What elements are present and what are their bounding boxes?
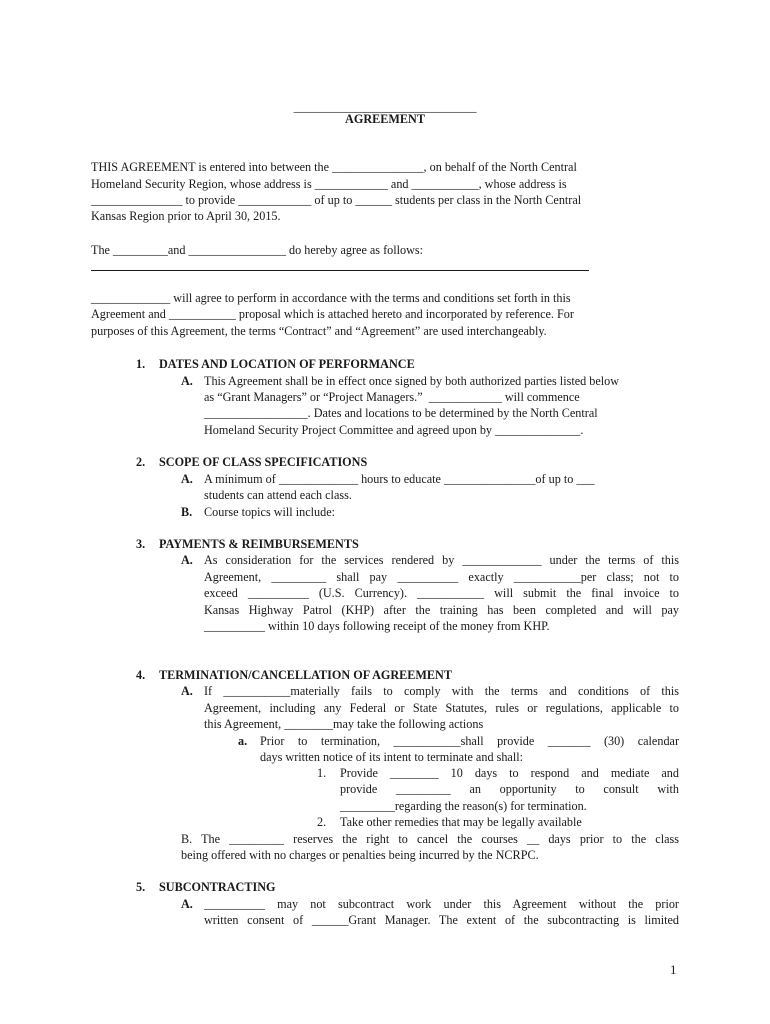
clause-b-line: being offered with no charges or penalties being incurred by the NCRPC. <box>181 848 539 862</box>
perform-line: _____________ will agree to perform in accordance with the terms and conditions set forth in this <box>91 291 571 305</box>
clause-label: A. <box>181 374 193 388</box>
item-line: Take other remedies that may be legally available <box>340 815 582 829</box>
clause-line: written consent of ______Grant Manager. The extent of the subcontracting is limited <box>204 913 679 927</box>
intro-line: Kansas Region prior to April 30, 2015. <box>91 209 281 223</box>
clause-line: exceed __________ (U.S. Currency). ___________ will submit the final invoice to <box>204 586 679 600</box>
subclause-line: days written notice of its intent to terminate and shall: <box>260 750 523 764</box>
clause-line: this Agreement, ________may take the following actions <box>204 717 484 731</box>
clause-line: as “Grant Managers” or “Project Managers.” ____________ will commence <box>204 390 580 404</box>
item-label: 1. <box>317 766 327 780</box>
section-number: 2. <box>136 455 146 469</box>
clause-label: A. <box>181 472 193 486</box>
clause-b-line: B. The _________ reserves the right to cancel the courses __ days prior to the class <box>181 832 679 846</box>
item-line: provide _________ an opportunity to consult with <box>340 782 679 796</box>
clause-label: A. <box>181 684 193 698</box>
item-line: _________regarding the reason(s) for termination. <box>340 799 587 813</box>
clause-line: Kansas Highway Patrol (KHP) after the training has been completed and will pay <box>204 603 679 617</box>
clause-line: Agreement, _________ shall pay __________ exactly ___________per class; not to <box>204 570 679 584</box>
subclause-line: Prior to termination, ___________shall provide _______ (30) calendar <box>260 734 679 748</box>
perform-line: purposes of this Agreement, the terms “Contract” and “Agreement” are used interchangeably. <box>91 324 547 338</box>
clause-line: __________ within 10 days following receipt of the money from KHP. <box>204 619 550 633</box>
intro-line: Homeland Security Region, whose address is ____________ and ___________, whose address is <box>91 177 567 191</box>
section-heading: TERMINATION/CANCELLATION OF AGREEMENT <box>159 668 452 682</box>
section-number: 1. <box>136 357 146 371</box>
subclause-label: a. <box>238 734 248 748</box>
section-number: 5. <box>136 880 146 894</box>
intro-line: _______________ to provide ____________ of up to ______ students per class in the North Central <box>91 193 582 207</box>
section-number: 4. <box>136 668 146 682</box>
clause-line: _________________. Dates and locations to be determined by the North Central <box>204 406 598 420</box>
clause-line: Homeland Security Project Committee and agreed upon by ______________. <box>204 423 584 437</box>
perform-line: Agreement and ___________ proposal which is attached hereto and incorporated by reference. For <box>91 307 574 321</box>
item-label: 2. <box>317 815 327 829</box>
section-heading: SCOPE OF CLASS SPECIFICATIONS <box>159 455 368 469</box>
section-heading: DATES AND LOCATION OF PERFORMANCE <box>159 357 415 371</box>
clause-line: This Agreement shall be in effect once signed by both authorized parties listed below <box>204 374 620 388</box>
clause-line: students can attend each class. <box>204 488 352 502</box>
clause-line: __________ may not subcontract work under this Agreement without the prior <box>204 897 679 911</box>
clause-label: A. <box>181 897 193 911</box>
agree-line: The _________and ________________ do hereby agree as follows: <box>91 243 424 257</box>
item-line: Provide ________ 10 days to respond and mediate and <box>340 766 679 780</box>
section-heading: SUBCONTRACTING <box>159 880 276 894</box>
page-number: 1 <box>670 962 677 977</box>
clause-line: Course topics will include: <box>204 505 335 519</box>
clause-line: Agreement, including any Federal or State Statutes, rules or regulations, applicable to <box>204 701 679 715</box>
title-blank: ______________________________ <box>293 100 477 114</box>
intro-line: THIS AGREEMENT is entered into between the _______________, on behalf of the North Central <box>91 160 577 174</box>
section-heading: PAYMENTS & REIMBURSEMENTS <box>159 537 359 551</box>
separator-rule <box>91 270 589 271</box>
clause-line: A minimum of _____________ hours to educate _______________of up to ___ <box>204 472 595 486</box>
section-number: 3. <box>136 537 146 551</box>
clause-line: If ___________materially fails to comply with the terms and conditions of this <box>204 684 679 698</box>
clause-label: B. <box>181 505 193 519</box>
clause-label: A. <box>181 553 193 567</box>
clause-line: As consideration for the services rendered by _____________ under the terms of this <box>204 553 679 567</box>
document-title: AGREEMENT <box>345 112 425 126</box>
